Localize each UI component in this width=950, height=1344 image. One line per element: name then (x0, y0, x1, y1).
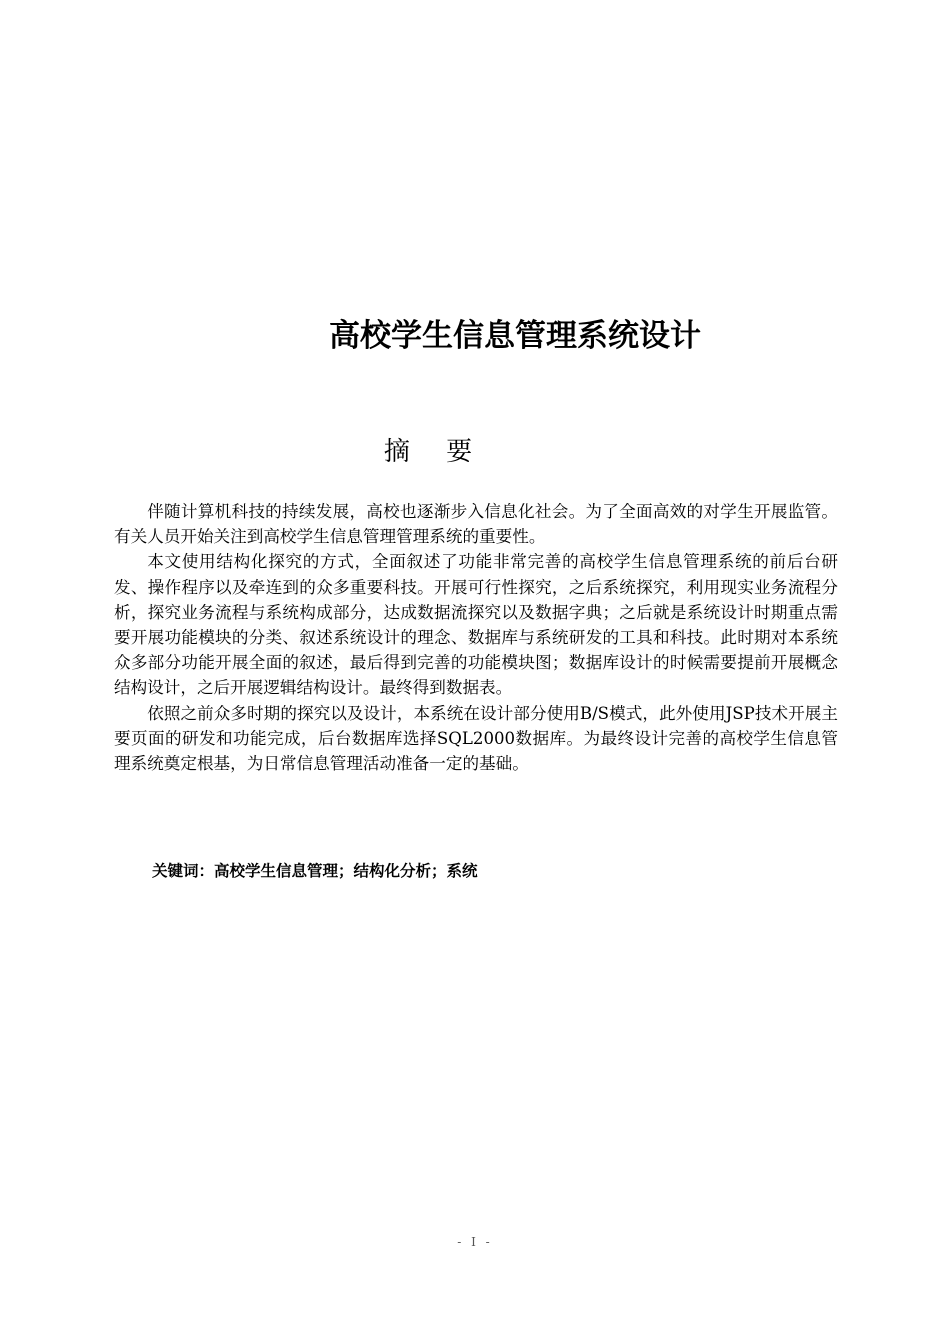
keywords-line: 关键词：高校学生信息管理；结构化分析；系统 (152, 862, 478, 880)
title-block (300, 314, 730, 358)
abstract-paragraph-2: 本文使用结构化探究的方式，全面叙述了功能非常完善的高校学生信息管理系统的前后台研发、操作程序以及牵连到的众多重要科技。开展可行性探究，之后系统探究，利用现实业务流程分析，探究业务流程与系统构成部分，达成数据流探究以及数据字典；之后就是系统设计时期重点需要开展功能模块的分类、叙述系统设计的理念、数据库与系统研发的工具和科技。此时期对本系统众多部分功能开展全面的叙述，最后得到完善的功能模块图；数据库设计的时候需要提前开展概念结构设计，之后开展逻辑结构设计。最终得到数据表。 (114, 552, 838, 698)
abstract-heading: 摘 要 (383, 437, 487, 467)
abstract-paragraph-3: 依照之前众多时期的探究以及设计，本系统在设计部分使用B/S模式，此外使用JSP技术开展主要页面的研发和功能完成，后台数据库选择SQL2000数据库。为最终设计完善的高校学生信息管理系统奠定根基，为日常信息管理活动准备一定的基础。 (114, 703, 838, 774)
page-number: - I - (457, 1235, 493, 1249)
document-title: 高校学生信息管理系统设计 (329, 318, 701, 354)
abstract-paragraph-1: 伴随计算机科技的持续发展，高校也逐渐步入信息化社会。为了全面高效的对学生开展监管。有关人员开始关注到高校学生信息管理管理系统的重要性。 (114, 502, 838, 547)
abstract-body (114, 499, 838, 776)
